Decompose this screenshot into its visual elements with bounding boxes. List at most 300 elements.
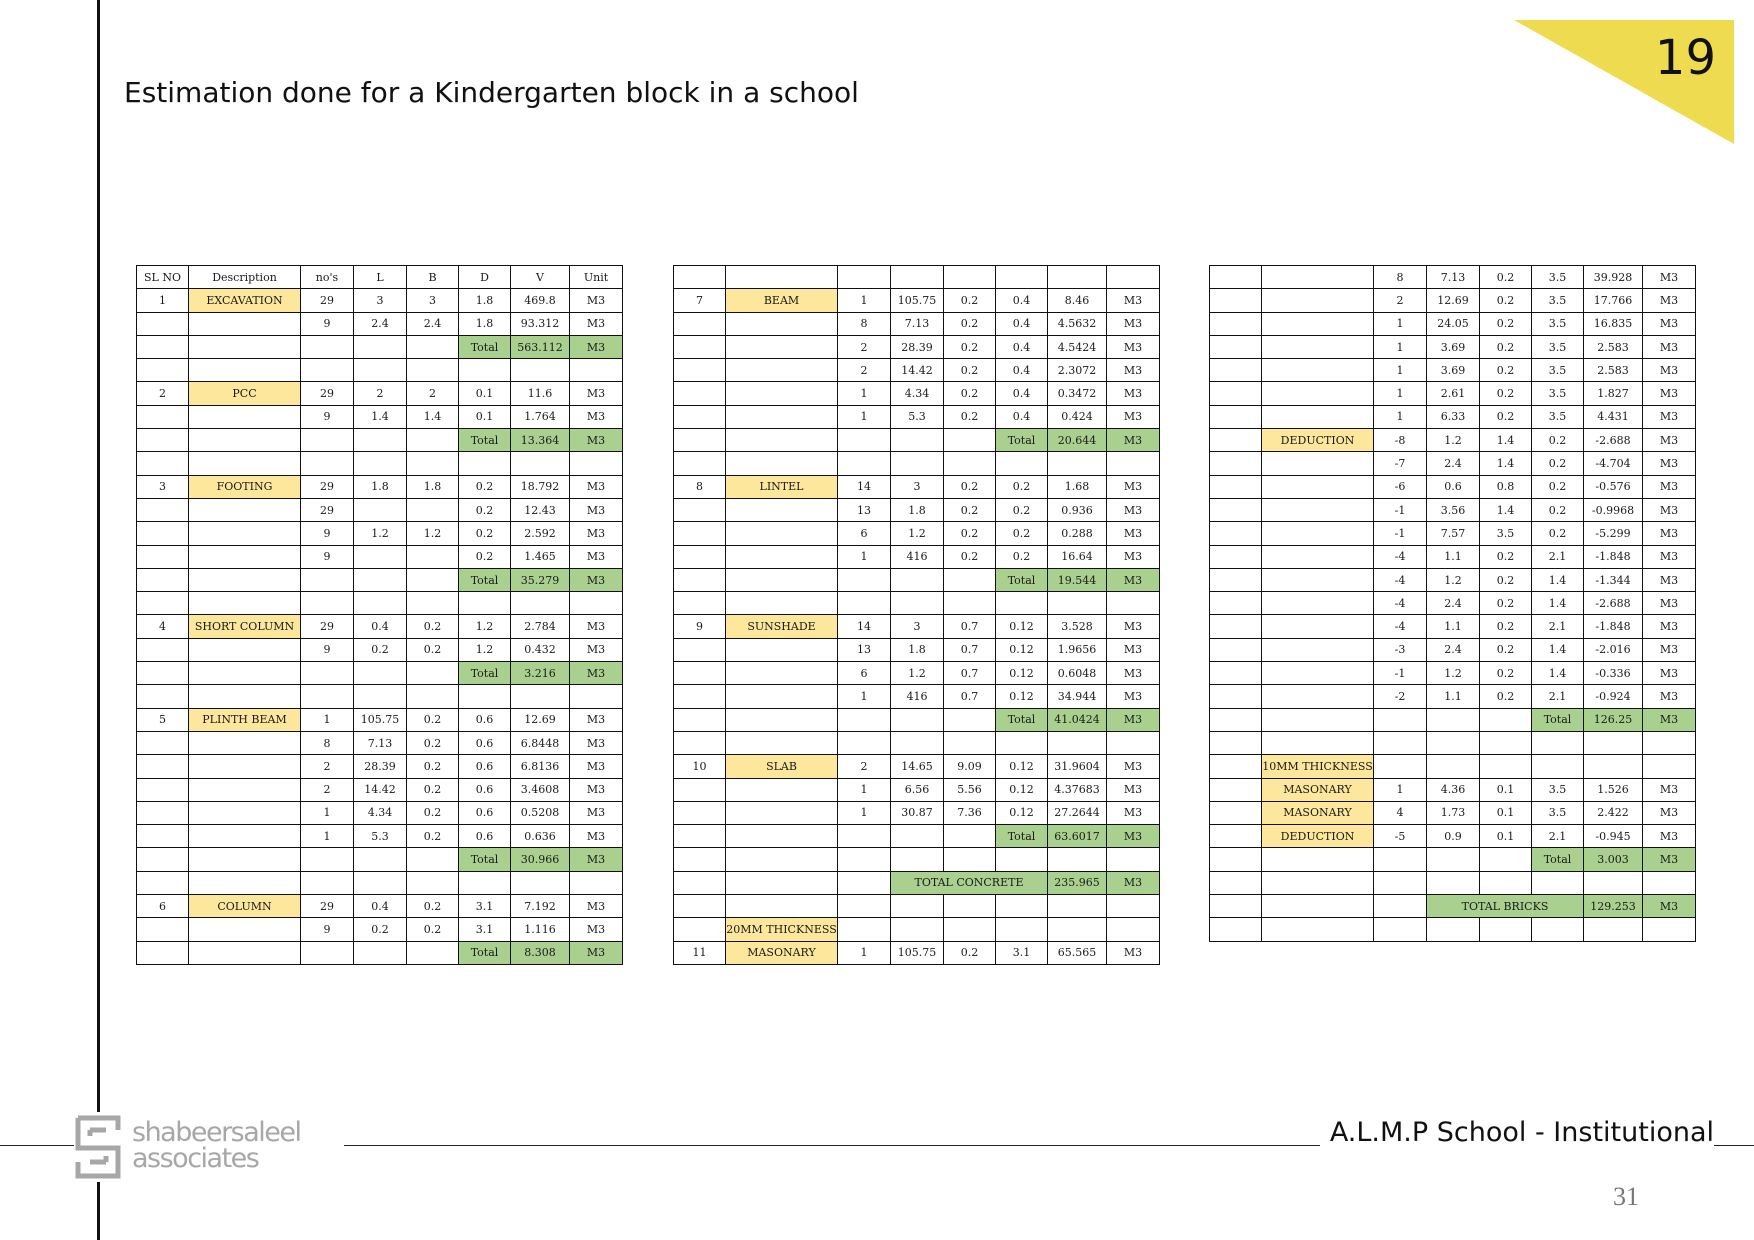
table-cell (137, 871, 189, 894)
table-cell (838, 266, 891, 289)
table-cell: 4 (1374, 801, 1427, 824)
table-cell: -2.688 (1584, 592, 1643, 615)
table-cell (354, 871, 407, 894)
table-cell (1374, 848, 1427, 871)
table-cell (407, 848, 459, 871)
table-cell: M3 (1107, 335, 1160, 358)
table-cell (354, 568, 407, 591)
table-cell: 0.8 (1480, 475, 1532, 498)
table-cell (674, 405, 726, 428)
table-cell (1643, 871, 1696, 894)
table-cell: M3 (1643, 568, 1696, 591)
table-cell: M3 (570, 498, 623, 521)
table-cell: 0.2 (407, 731, 459, 754)
table-cell (301, 592, 354, 615)
table-cell (1107, 592, 1160, 615)
table-cell: 30.87 (891, 801, 944, 824)
table-cell: Total (996, 708, 1048, 731)
description-cell (1262, 615, 1374, 638)
table-cell (354, 592, 407, 615)
table-cell: 7.13 (354, 731, 407, 754)
table-cell (1210, 638, 1262, 661)
table-cell (891, 568, 944, 591)
table-cell: 0.2 (459, 475, 511, 498)
table-cell: 4.34 (354, 801, 407, 824)
description-cell (189, 568, 301, 591)
table-cell (511, 452, 570, 475)
table-cell: Unit (570, 266, 623, 289)
table-cell: Total (459, 662, 511, 685)
description-cell (189, 778, 301, 801)
table-cell: 3.5 (1480, 522, 1532, 545)
table-cell: 2 (301, 778, 354, 801)
table-cell (137, 335, 189, 358)
table-cell (354, 429, 407, 452)
logo-text (132, 1117, 301, 1174)
project-name: A.L.M.P School - Institutional (1320, 1117, 1714, 1148)
table-cell: 0.2 (996, 545, 1048, 568)
table-cell (137, 778, 189, 801)
table-cell: 1 (1374, 335, 1427, 358)
table-cell: -1 (1374, 522, 1427, 545)
table-cell: 0.432 (511, 638, 570, 661)
page-folio: 31 (1613, 1182, 1639, 1211)
table-cell: 1.4 (1480, 429, 1532, 452)
table-cell: 1.4 (407, 405, 459, 428)
table-cell: 3.69 (1427, 335, 1480, 358)
table-cell (407, 545, 459, 568)
description-cell: MASONARY (726, 941, 838, 964)
table-cell (407, 452, 459, 475)
table-cell: 563.112 (511, 335, 570, 358)
table-cell (838, 895, 891, 918)
table-cell (1532, 755, 1584, 778)
table-cell: 8 (838, 312, 891, 335)
table-cell (674, 848, 726, 871)
description-cell (726, 498, 838, 521)
table-row (674, 918, 1160, 941)
table-cell (891, 429, 944, 452)
table-row (1210, 452, 1696, 475)
table-cell: 5.56 (944, 778, 996, 801)
table-cell: 2 (838, 335, 891, 358)
table-cell: -0.9968 (1584, 498, 1643, 521)
table-cell (407, 662, 459, 685)
table-cell: M3 (1107, 289, 1160, 312)
table-cell (137, 638, 189, 661)
table-cell: 16.64 (1048, 545, 1107, 568)
description-cell (726, 335, 838, 358)
table-cell: 17.766 (1584, 289, 1643, 312)
table-cell: 0.12 (996, 778, 1048, 801)
description-cell (726, 266, 838, 289)
table-cell: 6 (838, 522, 891, 545)
description-cell: SUNSHADE (726, 615, 838, 638)
table-row (674, 568, 1160, 591)
description-cell (1262, 592, 1374, 615)
table-cell: M3 (1643, 592, 1696, 615)
table-cell (1048, 731, 1107, 754)
table-cell: 1.4 (354, 405, 407, 428)
table-row (137, 731, 623, 754)
description-cell (189, 941, 301, 964)
table-cell (137, 731, 189, 754)
table-cell (1048, 918, 1107, 941)
table-cell: 1.2 (891, 522, 944, 545)
description-cell (726, 592, 838, 615)
table-cell (944, 848, 996, 871)
table-cell (1210, 475, 1262, 498)
table-row (137, 405, 623, 428)
table-cell: 0.2 (1532, 429, 1584, 452)
logo-line-1: shabeersaleel (132, 1117, 301, 1148)
description-cell (726, 545, 838, 568)
table-row (1210, 918, 1696, 941)
table-cell: Total (996, 568, 1048, 591)
table-cell: M3 (570, 918, 623, 941)
table-cell (1210, 731, 1262, 754)
table-cell (1374, 755, 1427, 778)
description-cell (726, 452, 838, 475)
description-cell (189, 498, 301, 521)
table-cell (1210, 452, 1262, 475)
table-cell (354, 545, 407, 568)
table-cell: M3 (1107, 312, 1160, 335)
table-row (137, 638, 623, 661)
table-row (674, 778, 1160, 801)
table-cell: -4 (1374, 568, 1427, 591)
table-row (674, 522, 1160, 545)
table-cell: 0.6 (459, 825, 511, 848)
table-cell (137, 825, 189, 848)
description-cell (189, 755, 301, 778)
table-cell (570, 871, 623, 894)
table-cell (137, 568, 189, 591)
table-cell: 0.2 (996, 498, 1048, 521)
table-row (1210, 405, 1696, 428)
table-cell: 1.764 (511, 405, 570, 428)
estimate-table-3 (1209, 265, 1696, 942)
table-cell: M3 (1107, 498, 1160, 521)
table-cell (137, 685, 189, 708)
table-cell: 1.827 (1584, 382, 1643, 405)
table-row (1210, 662, 1696, 685)
description-cell (726, 825, 838, 848)
table-cell (511, 592, 570, 615)
table-row (137, 708, 623, 731)
table-cell: 2 (137, 382, 189, 405)
table-cell: 0.2 (944, 335, 996, 358)
table-cell: 0.4 (354, 615, 407, 638)
table-cell: 0.12 (996, 755, 1048, 778)
table-cell: 1.4 (1532, 662, 1584, 685)
table-cell (944, 592, 996, 615)
table-cell: 29 (301, 615, 354, 638)
estimate-table-2 (673, 265, 1160, 965)
table-cell: 35.279 (511, 568, 570, 591)
table-row (674, 429, 1160, 452)
table-cell: -0.945 (1584, 825, 1643, 848)
table-row (1210, 731, 1696, 754)
table-row (674, 662, 1160, 685)
table-cell: 0.12 (996, 638, 1048, 661)
company-logo (74, 1112, 344, 1182)
table-cell (674, 522, 726, 545)
table-cell: -4.704 (1584, 452, 1643, 475)
table-row (1210, 755, 1696, 778)
table-row (1210, 708, 1696, 731)
table-cell: 9 (301, 522, 354, 545)
description-cell (1262, 312, 1374, 335)
table-cell: -4 (1374, 592, 1427, 615)
table-cell (301, 429, 354, 452)
table-cell (301, 452, 354, 475)
table-cell: 0.2 (1480, 289, 1532, 312)
table-cell: M3 (1107, 825, 1160, 848)
table-cell: 7.36 (944, 801, 996, 824)
description-cell (189, 918, 301, 941)
table-cell: 24.05 (1427, 312, 1480, 335)
table-cell (891, 592, 944, 615)
table-cell (1584, 918, 1643, 941)
table-cell: 0.1 (1480, 801, 1532, 824)
table-cell (354, 452, 407, 475)
table-cell: 9 (301, 545, 354, 568)
table-cell (407, 685, 459, 708)
table-row (1210, 568, 1696, 591)
table-cell: 0.4 (996, 382, 1048, 405)
table-cell: 0.2 (407, 615, 459, 638)
table-cell (944, 452, 996, 475)
table-row (137, 778, 623, 801)
table-cell: 1.9656 (1048, 638, 1107, 661)
table-cell (137, 359, 189, 382)
table-cell: 2.4 (354, 312, 407, 335)
table-cell: 31.9604 (1048, 755, 1107, 778)
description-cell (726, 778, 838, 801)
table-cell (996, 848, 1048, 871)
table-cell: M3 (1643, 382, 1696, 405)
table-cell (1048, 266, 1107, 289)
table-cell: 0.2 (354, 638, 407, 661)
table-row (137, 825, 623, 848)
table-cell: 2.4 (1427, 638, 1480, 661)
description-cell (189, 335, 301, 358)
description-cell (1262, 382, 1374, 405)
table-cell: 3.528 (1048, 615, 1107, 638)
table-cell: 3 (354, 289, 407, 312)
table-cell (301, 848, 354, 871)
table-cell: 1.4 (1532, 592, 1584, 615)
page-margin-line (97, 0, 100, 1240)
table-cell: 0.2 (1532, 522, 1584, 545)
table-cell (891, 848, 944, 871)
table-row (674, 615, 1160, 638)
table-cell: 5.3 (891, 405, 944, 428)
table-cell (1427, 731, 1480, 754)
description-cell (1262, 545, 1374, 568)
table-cell: M3 (1643, 452, 1696, 475)
table-cell: 8 (1374, 266, 1427, 289)
description-cell (189, 638, 301, 661)
table-cell: M3 (1643, 615, 1696, 638)
table-cell: 20.644 (1048, 429, 1107, 452)
table-cell: 0.2 (407, 801, 459, 824)
description-cell (189, 452, 301, 475)
table-cell: no's (301, 266, 354, 289)
description-cell (189, 662, 301, 685)
table-cell: 0.2 (944, 941, 996, 964)
table-cell (1107, 731, 1160, 754)
table-cell: 5.3 (354, 825, 407, 848)
table-cell (891, 266, 944, 289)
table-cell (674, 778, 726, 801)
table-cell (1048, 452, 1107, 475)
table-cell: 4.431 (1584, 405, 1643, 428)
table-cell (944, 731, 996, 754)
table-row (1210, 592, 1696, 615)
table-cell: 129.253 (1584, 895, 1643, 918)
table-cell (301, 685, 354, 708)
table-cell: 1 (838, 289, 891, 312)
table-cell: 1.8 (459, 289, 511, 312)
table-cell (674, 335, 726, 358)
table-cell: 0.6 (459, 755, 511, 778)
table-cell: 2.1 (1532, 825, 1584, 848)
table-cell (891, 452, 944, 475)
table-row (674, 941, 1160, 964)
table-cell: Total (459, 335, 511, 358)
table-cell: Total (996, 825, 1048, 848)
table-cell: 1.8 (459, 312, 511, 335)
table-cell: M3 (570, 848, 623, 871)
table-cell: M3 (1107, 638, 1160, 661)
table-cell (137, 498, 189, 521)
table-cell: 63.6017 (1048, 825, 1107, 848)
table-cell: 3.5 (1532, 312, 1584, 335)
table-cell: M3 (1107, 685, 1160, 708)
table-cell: 12.69 (511, 708, 570, 731)
table-cell: 16.835 (1584, 312, 1643, 335)
table-cell: 14 (838, 615, 891, 638)
table-row (137, 312, 623, 335)
table-cell: 0.2 (1480, 405, 1532, 428)
table-cell: 3.5 (1532, 359, 1584, 382)
table-cell (838, 871, 891, 894)
table-cell: M3 (570, 731, 623, 754)
table-row (1210, 335, 1696, 358)
table-cell: 0.2 (944, 405, 996, 428)
table-cell: 1.73 (1427, 801, 1480, 824)
table-cell: 18.792 (511, 475, 570, 498)
description-cell (189, 801, 301, 824)
table-cell: 3 (891, 615, 944, 638)
description-cell (1262, 475, 1374, 498)
table-cell (1210, 522, 1262, 545)
table-cell: 3.5 (1532, 335, 1584, 358)
table-cell: 3.1 (459, 918, 511, 941)
table-cell: M3 (1643, 638, 1696, 661)
table-cell (674, 359, 726, 382)
table-cell: 0.7 (944, 615, 996, 638)
description-cell: LINTEL (726, 475, 838, 498)
table-cell: 27.2644 (1048, 801, 1107, 824)
table-cell (674, 731, 726, 754)
description-cell: 20MM THICKNESS (726, 918, 838, 941)
table-cell: M3 (570, 662, 623, 685)
table-cell: 0.424 (1048, 405, 1107, 428)
table-cell: 1 (838, 941, 891, 964)
table-cell: 2 (1374, 289, 1427, 312)
table-cell (674, 452, 726, 475)
table-row (137, 429, 623, 452)
description-cell: SLAB (726, 755, 838, 778)
description-cell (1262, 335, 1374, 358)
table-cell: 3.5 (1532, 405, 1584, 428)
table-cell (301, 941, 354, 964)
table-cell: M3 (1643, 289, 1696, 312)
description-cell: FOOTING (189, 475, 301, 498)
table-cell: M3 (570, 545, 623, 568)
table-cell: M3 (1107, 522, 1160, 545)
table-cell: 11 (674, 941, 726, 964)
description-cell: DEDUCTION (1262, 825, 1374, 848)
table-cell (1374, 918, 1427, 941)
table-cell: 13 (838, 498, 891, 521)
table-cell (891, 825, 944, 848)
table-row (1210, 522, 1696, 545)
table-cell (354, 941, 407, 964)
description-cell (189, 312, 301, 335)
table-row (137, 685, 623, 708)
table-cell (838, 568, 891, 591)
description-cell (1262, 638, 1374, 661)
table-cell: M3 (1107, 778, 1160, 801)
table-cell (1048, 848, 1107, 871)
table-cell: 1.4 (1480, 498, 1532, 521)
table-cell: M3 (1643, 522, 1696, 545)
table-cell: Total (459, 429, 511, 452)
table-cell (1210, 615, 1262, 638)
table-cell (407, 429, 459, 452)
table-cell: M3 (1107, 801, 1160, 824)
table-row (674, 359, 1160, 382)
table-cell: 0.4 (996, 289, 1048, 312)
table-cell (137, 918, 189, 941)
table-cell: 4.37683 (1048, 778, 1107, 801)
table-cell: 0.2 (944, 498, 996, 521)
description-cell (1262, 918, 1374, 941)
table-cell: 1.8 (407, 475, 459, 498)
table-cell: M3 (1107, 475, 1160, 498)
table-cell: 8.308 (511, 941, 570, 964)
table-cell: 0.936 (1048, 498, 1107, 521)
table-cell: 1.2 (1427, 662, 1480, 685)
table-cell: M3 (1643, 312, 1696, 335)
table-cell (511, 871, 570, 894)
table-row (674, 266, 1160, 289)
table-row (674, 335, 1160, 358)
table-cell: 39.928 (1584, 266, 1643, 289)
table-cell: -8 (1374, 429, 1427, 452)
table-cell: 0.4 (996, 405, 1048, 428)
table-cell: 0.288 (1048, 522, 1107, 545)
table-cell (1107, 848, 1160, 871)
table-cell: 1 (838, 405, 891, 428)
table-cell (459, 452, 511, 475)
table-cell: 1.465 (511, 545, 570, 568)
table-cell (354, 662, 407, 685)
